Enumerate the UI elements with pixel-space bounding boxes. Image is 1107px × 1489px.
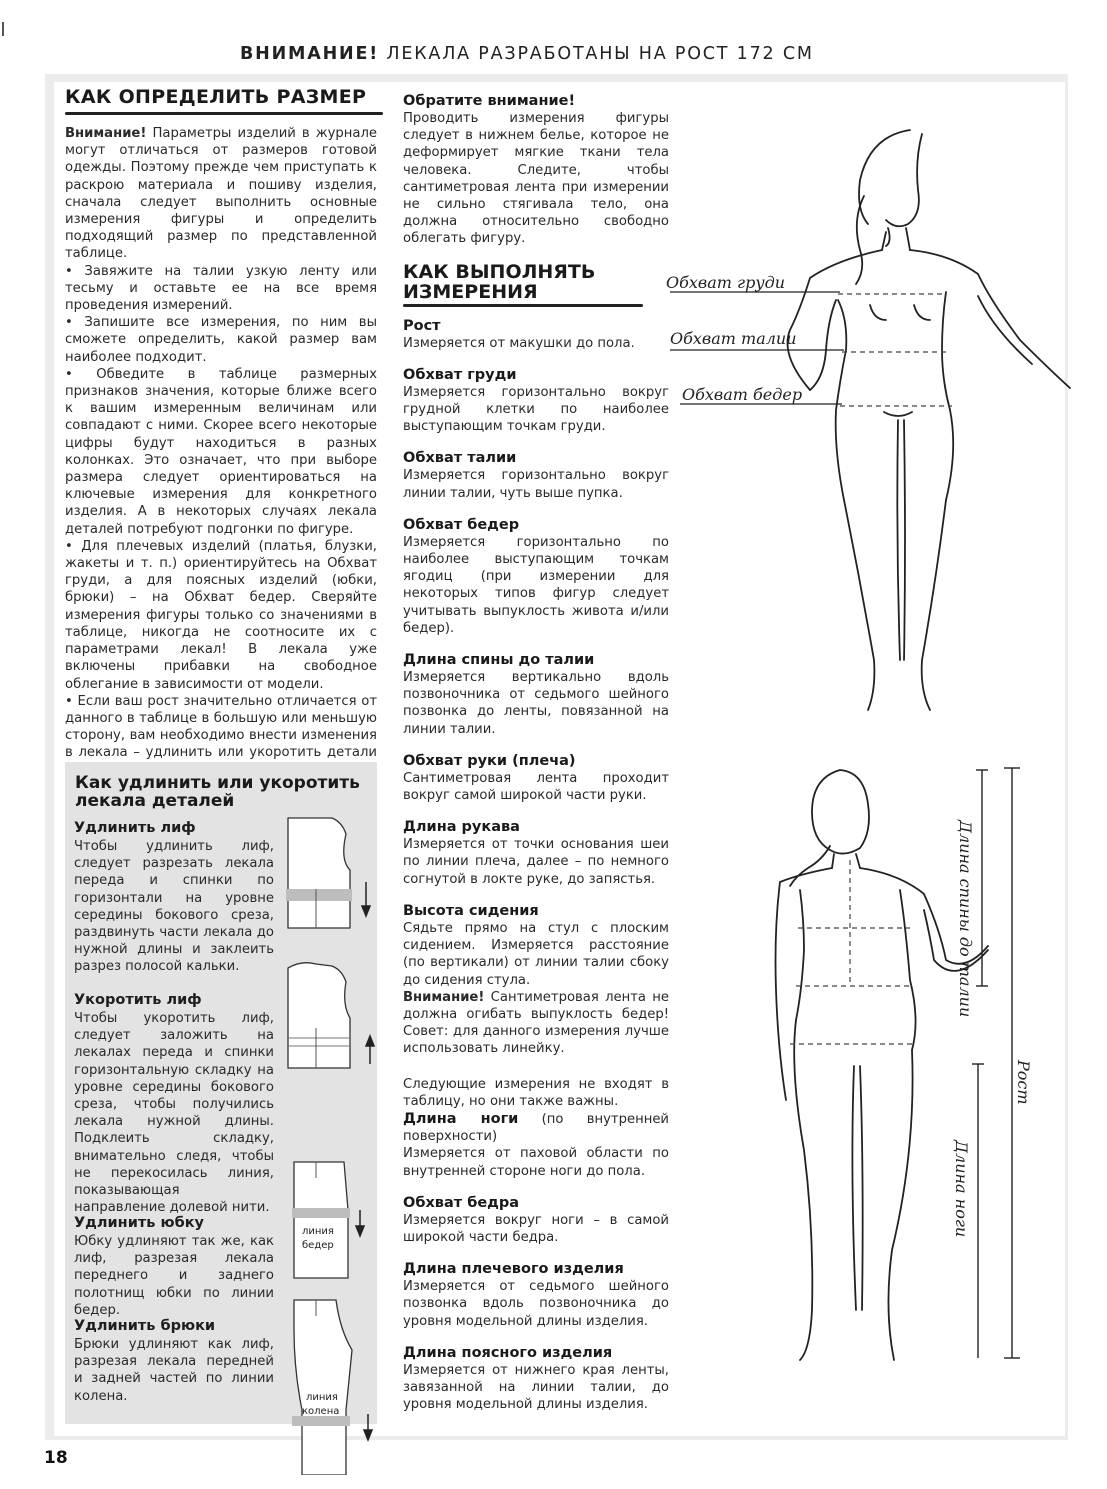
item-height bbox=[403, 317, 669, 352]
crop-mark bbox=[0, 22, 4, 36]
item-text: Измеряется вокруг ноги – в самой широкой части бедра. bbox=[403, 1212, 669, 1245]
label-hips: Обхват бедер bbox=[682, 385, 803, 404]
label-back-length: Длина спины до талии bbox=[956, 820, 975, 1018]
label-height: Рост bbox=[1014, 1060, 1033, 1105]
item-shoulder-garment bbox=[403, 1260, 669, 1330]
left-column bbox=[65, 86, 377, 779]
box-section-lengthen-skirt bbox=[74, 1215, 274, 1319]
extra-note: Следующие измерения не входят в таблицу, но они также важны. bbox=[403, 1076, 669, 1109]
intro-paragraph bbox=[65, 125, 377, 263]
item-waist bbox=[403, 449, 669, 501]
item-back-length bbox=[403, 651, 669, 738]
header-rest: ЛЕКАЛА РАЗРАБОТАНЫ НА РОСТ 172 СМ bbox=[379, 44, 814, 64]
bodice-shorten-pattern bbox=[288, 963, 350, 1068]
leg-note: (по внутренней поверхности) bbox=[403, 1111, 670, 1145]
arrow-down-icon bbox=[356, 1210, 364, 1236]
back-figure-illustration bbox=[760, 750, 1080, 1370]
page-header bbox=[240, 44, 1080, 64]
item-title: Обхват бедер bbox=[403, 516, 520, 533]
arrow-down-icon bbox=[364, 1414, 372, 1440]
item-text: Измеряется горизонтально по наиболее выступающим точкам ягодиц (при измерении для некоторых типов фигур следует учитывать выпуклость живота и/или бедер). bbox=[403, 534, 669, 636]
box-section-title: Укоротить лиф bbox=[74, 992, 202, 1008]
item-hips bbox=[403, 516, 669, 637]
item-title: Обхват талии bbox=[403, 450, 517, 467]
head-outline bbox=[812, 770, 869, 854]
box-section-text: Чтобы удлинить лиф, следует разрезать лекала переда и спинки по горизонтали на уровне середины бокового среза, раздвинуть части лекала до нужной длины и заклеить разрез полосой кальки. bbox=[74, 839, 274, 975]
leg-title-line bbox=[403, 1110, 669, 1145]
box-section-lengthen-bodice bbox=[74, 820, 274, 976]
measure-title-line1: КАК ВЫПОЛНЯТЬ bbox=[403, 260, 596, 283]
label-knee-word: колена bbox=[302, 1406, 340, 1417]
item-text: Измеряется вертикально вдоль позвоночника от седьмого шейного позвонка до ленты, повязанной на линии талии. bbox=[403, 670, 669, 737]
item-title: Обхват руки (плеча) bbox=[403, 752, 576, 769]
arrow-up-icon bbox=[366, 1036, 374, 1064]
label-leg-length: Длина ноги bbox=[952, 1140, 971, 1238]
item-title: Длина плечевого изделия bbox=[403, 1261, 624, 1278]
item-text: Измеряется от макушки до пола. bbox=[403, 335, 635, 351]
header-bold: ВНИМАНИЕ! bbox=[240, 44, 380, 64]
front-measure-lines bbox=[838, 294, 952, 406]
item-title: Длина поясного изделия bbox=[403, 1344, 613, 1361]
skirt-pattern bbox=[292, 1162, 350, 1278]
item-title: Длина рукава bbox=[403, 819, 520, 836]
box-section-lengthen-trousers bbox=[74, 1318, 274, 1405]
item-title: Обхват груди bbox=[403, 366, 517, 383]
item-text: Измеряется горизонтально вокруг линии талии, чуть выше пупка. bbox=[403, 468, 669, 501]
notice-text: Проводить измерения фигуры следует в нижнем белье, которое не деформирует мягкие ткани тела человека. Следите, чтобы сантиметровая лента при измерении не сильно стягивала тело, она должна относительно свободно облегать фигуру. bbox=[403, 111, 669, 247]
box-section-text: Чтобы укоротить лиф, следует заложить на лекалах переда и спинки горизонтальную складку на уровне середины бокового среза, чтобы получились лекала нужной длины. Подклеить складку, внимательно следя, чтобы не перекосилась линия, показывающая направление долевой нити. bbox=[74, 1011, 274, 1216]
label-knee-line: линия bbox=[306, 1392, 338, 1403]
seat-warning bbox=[403, 989, 669, 1058]
label-hips-line: линия bbox=[302, 1226, 334, 1237]
back-measure-lines bbox=[790, 860, 916, 1044]
box-section-text: Юбку удлиняют так же, как лиф, разрезая лекала переднего и заднего полотнищ юбки по линии бедер. bbox=[74, 1234, 274, 1318]
measure-title-line2: ИЗМЕРЕНИЯ bbox=[403, 280, 538, 303]
trousers-pattern bbox=[292, 1300, 352, 1475]
item-waist-garment bbox=[403, 1344, 669, 1414]
item-bust bbox=[403, 366, 669, 436]
intro-text: Параметры изделий в журнале могут отличаться от размеров готовой одежды. Поэтому прежде чем приступать к раскрою материала и пошиву изделия, сначала следует выполнить основные измерения фигуры и определить подходящий размер по представленной таблице. bbox=[65, 126, 377, 262]
box-section-shorten-bodice bbox=[74, 992, 274, 1216]
box-section-title: Удлинить юбку bbox=[74, 1215, 204, 1231]
front-figure bbox=[788, 130, 1071, 710]
label-bust: Обхват груди bbox=[666, 273, 786, 292]
intro-bold: Внимание! bbox=[65, 126, 147, 141]
item-title: Рост bbox=[403, 317, 441, 334]
item-text: Измеряется от точки основания шеи по линии плеча, далее – по немного согнутой в локте руке, до запястья. bbox=[403, 837, 669, 887]
item-leg-length bbox=[403, 1110, 669, 1180]
hair-outline bbox=[859, 130, 910, 224]
measure-heading bbox=[403, 262, 669, 307]
bullet-4: • Для плечевых изделий (платья, блузки, жакеты и т. п.) ориентируйтесь на Обхват груди, а для поясных изделий (юбки, брюки) – на Обхват бедер. Сверяйте измерения фигуры только со значениями в таблице, никогда не соотносите их с параметрами лекал! В лекала уже включены прибавки на свободное облегание в зависимости от модели. bbox=[65, 538, 377, 692]
seat-warning-text: Сантиметровая лента не должна огибать выпуклость бедер! Совет: для данного измерения лучше использовать линейку. bbox=[403, 989, 669, 1057]
item-title: Длина спины до талии bbox=[403, 652, 595, 669]
box-section-text: Брюки удлиняют как лиф, разрезая лекала передней и задней частей по линии колена. bbox=[74, 1337, 274, 1404]
item-title: Длина ноги bbox=[403, 1110, 519, 1127]
item-text: Измеряется от паховой области по внутренней стороне ноги до пола. bbox=[403, 1146, 669, 1179]
item-title: Обхват бедра bbox=[403, 1194, 520, 1211]
item-text: Измеряется от седьмого шейного позвонка вдоль позвоночника до уровня модельной длины изделия. bbox=[403, 1279, 669, 1329]
item-seat-height bbox=[403, 902, 669, 1058]
item-thigh bbox=[403, 1194, 669, 1246]
box-title: Как удлинить или укоротить лекала деталей bbox=[75, 773, 360, 811]
bullet-1: • Завяжите на талии узкую ленту или тесьму и оставьте ее на все время проведения измерений. bbox=[65, 263, 377, 314]
seat-warning-bold: Внимание! bbox=[403, 989, 485, 1005]
arrow-down-icon bbox=[362, 882, 370, 916]
height-ruler bbox=[972, 768, 1020, 1358]
box-section-title: Удлинить брюки bbox=[74, 1318, 216, 1334]
page-number: 18 bbox=[44, 1448, 68, 1468]
label-hips-word: бедер bbox=[302, 1240, 334, 1251]
item-text: Сантиметровая лента проходит вокруг самой широкой части руки. bbox=[403, 770, 669, 804]
notice-block bbox=[403, 92, 669, 248]
bullet-5: • Если ваш рост значительно отличается от данного в таблице в большую или меньшую сторону, вам необходимо внести изменения в лекала – удлинить или укоротить детали bbox=[65, 693, 377, 761]
pattern-illustrations bbox=[280, 810, 380, 1475]
middle-column bbox=[403, 92, 669, 1427]
item-text: Измеряется от нижнего края ленты, завязанной на линии талии, до уровня модельной длины изделия. bbox=[403, 1362, 669, 1413]
bodice-lengthen-pattern bbox=[286, 818, 352, 928]
item-text: Сядьте прямо на стул с плоским сидением. Измеряется расстояние (по вертикали) от линии талии сбоку до сидения стула. bbox=[403, 920, 669, 988]
label-waist: Обхват талии bbox=[670, 329, 797, 348]
box-section-title: Удлинить лиф bbox=[74, 820, 196, 836]
bullet-2: • Запишите все измерения, по ним вы сможете определить, какой размер вам наиболее подходит. bbox=[65, 315, 377, 365]
section-title-size: КАК ОПРЕДЕЛИТЬ РАЗМЕР bbox=[65, 86, 367, 108]
item-sleeve bbox=[403, 818, 669, 888]
item-text: Измеряется горизонтально вокруг грудной клетки по наиболее выступающим точкам груди. bbox=[403, 384, 669, 435]
item-title: Высота сидения bbox=[403, 902, 539, 919]
notice-title: Обратите внимание! bbox=[403, 93, 576, 109]
item-arm bbox=[403, 752, 669, 804]
front-figure-illustration bbox=[660, 120, 1080, 720]
bullet-3: • Обведите в таблице размерных признаков значения, которые ближе всего к вашим измеренным величинам или совпадают с ними. Скорее всего некоторые цифры будут находиться в разных колонках. Это означает, что при выборе размера следует ориентироваться на ключевые измерения для конкретного изделия. А в некоторых случаях лекала деталей потребуют подгонки по фигуре. bbox=[65, 366, 377, 537]
